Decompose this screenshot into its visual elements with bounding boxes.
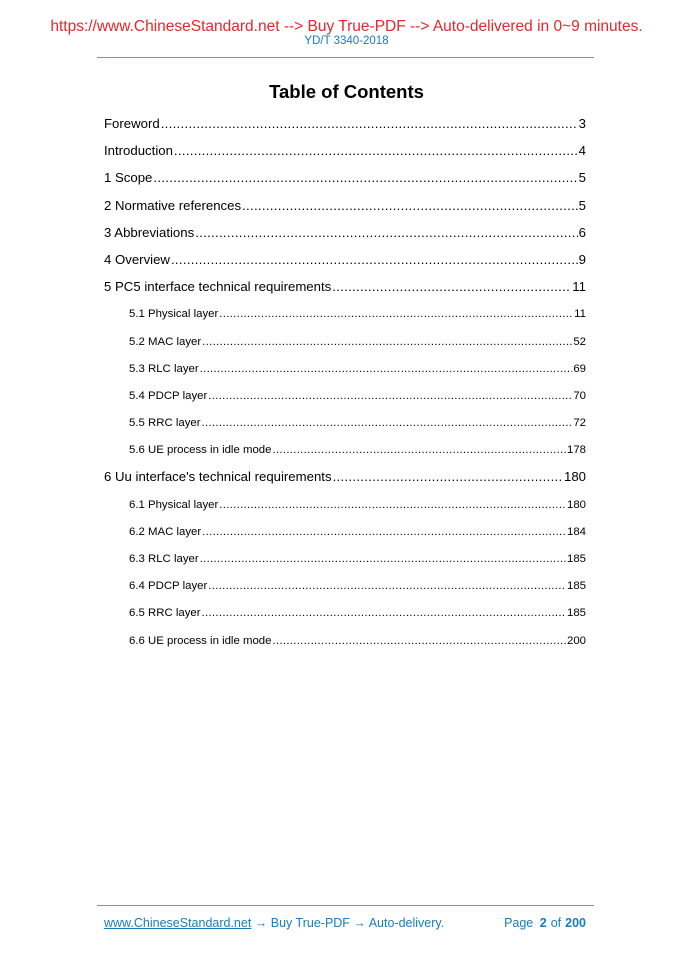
- toc-entry[interactable]: [104, 250, 586, 277]
- toc-leader-dots: [272, 631, 566, 651]
- toc-entry-page: 9: [578, 251, 586, 267]
- toc-leader-dots: [202, 413, 573, 433]
- toc-entry[interactable]: [104, 495, 586, 522]
- toc-entry-title: 4 Overview: [104, 251, 170, 267]
- toc-entry-title: 2 Normative references: [104, 197, 242, 213]
- toc-entry-title: 6.6 UE process in idle mode: [129, 634, 272, 647]
- toc-entry-title: 5.3 RLC layer: [129, 362, 199, 375]
- toc-entry[interactable]: [104, 631, 586, 658]
- toc-leader-dots: [161, 114, 578, 134]
- toc-entry[interactable]: [104, 549, 586, 576]
- toc-entry[interactable]: [104, 440, 586, 467]
- toc-leader-dots: [202, 332, 572, 352]
- page-title: Table of Contents: [269, 81, 424, 102]
- toc-entry-page: 180: [563, 469, 586, 485]
- toc-leader-dots: [200, 359, 573, 379]
- toc-leader-dots: [333, 467, 563, 487]
- toc-entry-page: 4: [578, 143, 586, 159]
- document-code: YD/T 3340-2018: [304, 35, 389, 47]
- toc-entry-title: 1 Scope: [104, 170, 153, 186]
- toc-entry-page: 185: [566, 607, 586, 620]
- toc-entry[interactable]: [104, 603, 586, 630]
- toc-entry-title: 5 PC5 interface technical requirements: [104, 279, 332, 295]
- page-current: 2: [539, 916, 547, 930]
- toc-entry[interactable]: [104, 386, 586, 413]
- toc-leader-dots: [219, 495, 566, 515]
- toc-entry[interactable]: [104, 277, 586, 304]
- toc-entry[interactable]: [104, 114, 586, 141]
- toc-entry-page: 6: [578, 224, 586, 240]
- toc-entry[interactable]: [104, 467, 586, 494]
- toc-leader-dots: [195, 223, 577, 243]
- toc-entry-title: 5.1 Physical layer: [129, 308, 219, 321]
- toc-entry-page: 11: [574, 308, 586, 321]
- toc-entry-page: 3: [578, 116, 586, 131]
- toc-entry-title: 6.1 Physical layer: [129, 498, 219, 511]
- footer-tagline: → Buy True-PDF → Auto-delivery.: [251, 916, 445, 930]
- toc-entry-page: 180: [566, 498, 586, 511]
- page-separator: of: [550, 916, 562, 930]
- toc-entry[interactable]: [104, 304, 586, 331]
- toc-entry[interactable]: [104, 196, 586, 223]
- toc-leader-dots: [219, 304, 573, 324]
- toc-entry-title: 5.6 UE process in idle mode: [129, 444, 272, 457]
- header-divider: [97, 57, 594, 58]
- toc-entry-title: 6.2 MAC layer: [129, 525, 202, 538]
- toc-entry-title: 6.5 RRC layer: [129, 607, 201, 620]
- toc-entry-page: 72: [573, 417, 586, 430]
- toc-entry[interactable]: [104, 332, 586, 359]
- toc-entry-page: 185: [566, 580, 586, 593]
- toc-leader-dots: [208, 576, 566, 596]
- toc-leader-dots: [171, 250, 578, 270]
- toc-entry-title: 5.4 PDCP layer: [129, 389, 208, 402]
- page-total: 200: [565, 916, 586, 930]
- toc-leader-dots: [272, 440, 566, 460]
- toc-entry-page: 200: [566, 634, 586, 647]
- toc-entry[interactable]: [104, 413, 586, 440]
- toc-leader-dots: [202, 603, 566, 623]
- toc-entry-title: 6.3 RLC layer: [129, 553, 199, 565]
- footer-promo: [104, 916, 444, 930]
- toc-entry-page: 52: [573, 335, 586, 348]
- toc-leader-dots: [200, 549, 566, 569]
- toc-entry[interactable]: [104, 522, 586, 549]
- toc-entry-title: Foreword: [104, 116, 160, 131]
- toc-entry-page: 184: [566, 525, 586, 538]
- table-of-contents: [104, 114, 586, 658]
- toc-leader-dots: [208, 386, 572, 406]
- toc-leader-dots: [174, 141, 578, 161]
- toc-entry-page: 5: [578, 197, 586, 213]
- top-banner[interactable]: https://www.ChineseStandard.net --> Buy True-PDF --> Auto-delivered in 0~9 minutes.: [50, 18, 643, 35]
- page-indicator: [504, 916, 586, 930]
- page-label: Page: [504, 916, 534, 930]
- toc-entry[interactable]: [104, 576, 586, 603]
- footer-site-link[interactable]: www.ChineseStandard.net: [104, 916, 252, 930]
- toc-entry-page: 11: [572, 279, 586, 295]
- toc-entry-title: Introduction: [104, 143, 173, 159]
- toc-leader-dots: [242, 196, 578, 216]
- toc-leader-dots: [332, 277, 571, 297]
- toc-entry-page: 70: [573, 389, 586, 402]
- toc-entry-title: 5.5 RRC layer: [129, 417, 201, 430]
- toc-entry-page: 69: [573, 362, 586, 375]
- footer-divider: [97, 905, 594, 906]
- toc-leader-dots: [202, 522, 566, 542]
- toc-entry[interactable]: [104, 168, 586, 195]
- toc-entry-title: 6.4 PDCP layer: [129, 580, 208, 593]
- toc-entry[interactable]: [104, 223, 586, 250]
- toc-entry[interactable]: [104, 141, 586, 168]
- toc-entry-page: 185: [566, 553, 586, 565]
- toc-leader-dots: [153, 168, 577, 188]
- toc-entry-title: 5.2 MAC layer: [129, 335, 202, 348]
- toc-entry-title: 3 Abbreviations: [104, 224, 195, 240]
- toc-entry-title: 6 Uu interface's technical requirements: [104, 469, 332, 485]
- toc-entry[interactable]: [104, 359, 586, 386]
- toc-entry-page: 5: [578, 170, 586, 186]
- footer: [104, 916, 586, 930]
- toc-entry-page: 178: [566, 444, 586, 457]
